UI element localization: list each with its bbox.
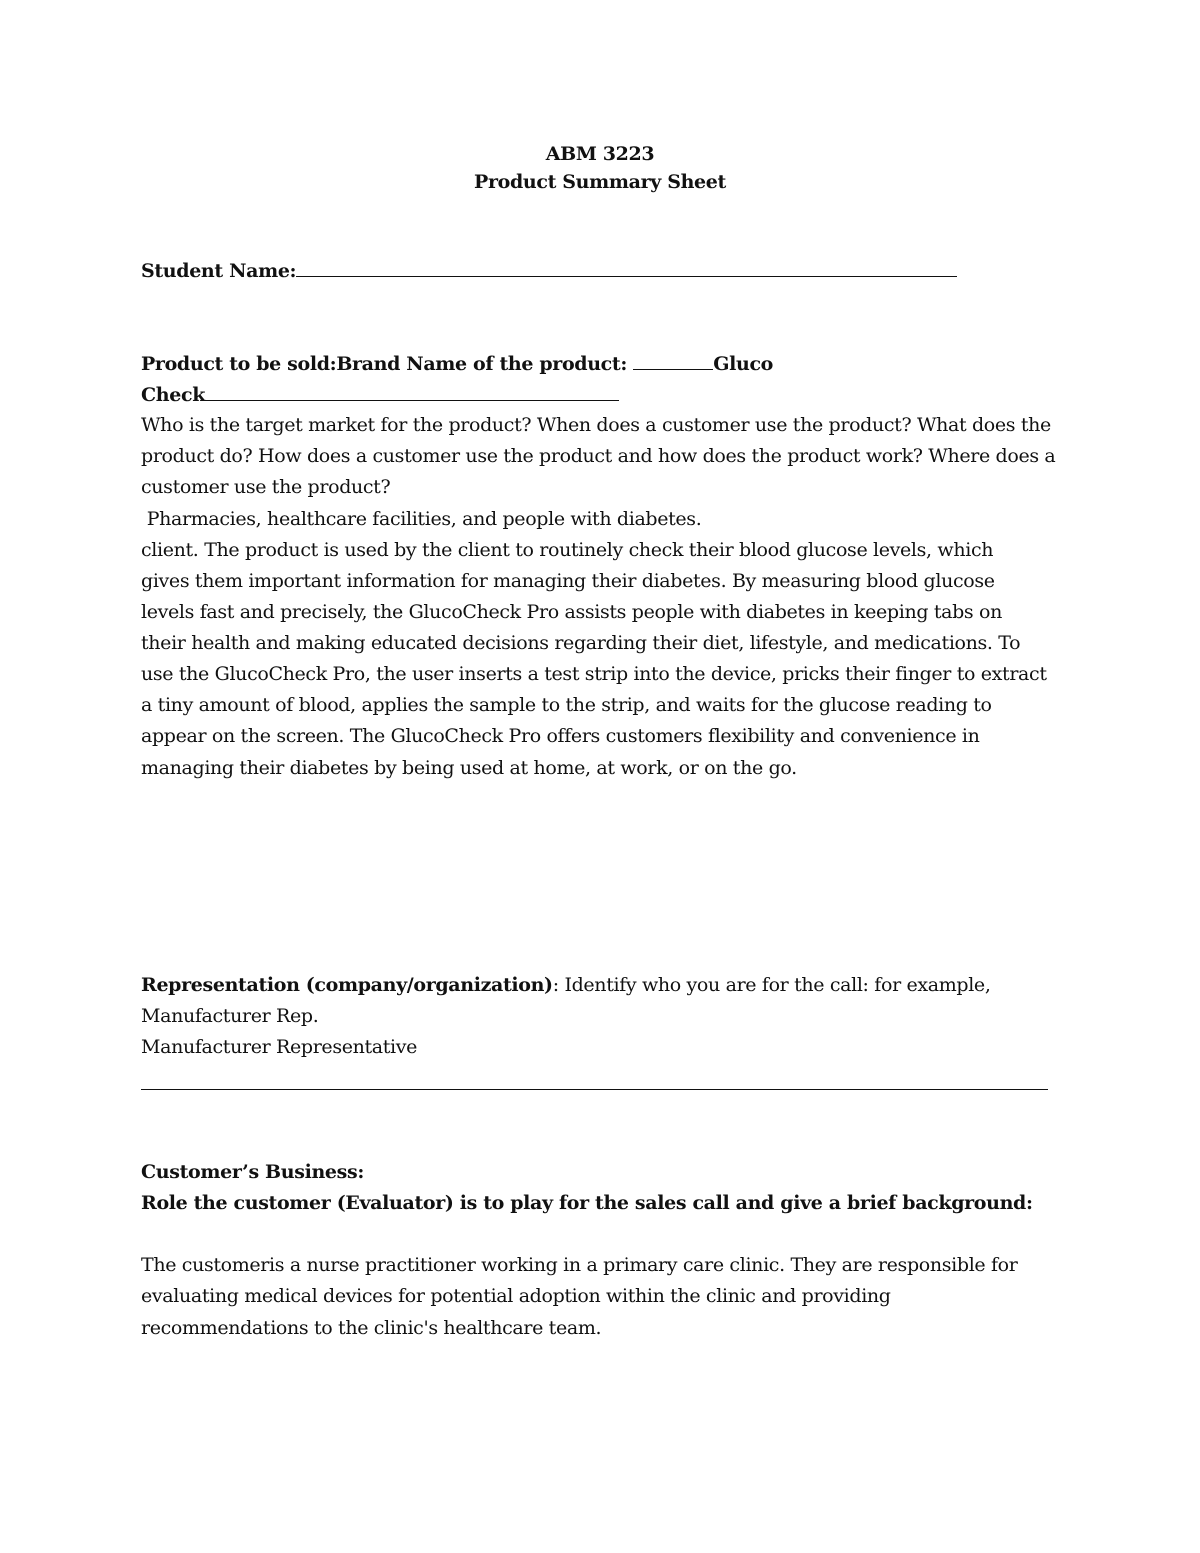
answer-line: client. The product is used by the client to routinely check their blood glucose levels, which bbox=[141, 539, 994, 561]
answer-line: gives them important information for managing their diabetes. By measuring blood glucose bbox=[141, 570, 995, 592]
product-row-continued bbox=[141, 378, 619, 411]
customer-answer-line: The customeris a nurse practitioner working in a primary care clinic. They are responsible for bbox=[141, 1254, 1018, 1276]
customer-role-prompt: Role the customer (Evaluator) is to play for the sales call and give a brief background: bbox=[141, 1192, 1033, 1214]
product-label: Product to be sold:Brand Name of the product: bbox=[141, 353, 634, 375]
student-name-label: Student Name: bbox=[141, 260, 297, 282]
representation-label: Representation (company/organization) bbox=[141, 974, 553, 996]
representation-row bbox=[141, 970, 991, 1001]
representation-rule bbox=[141, 1089, 1048, 1090]
customer-heading: Customer’s Business: bbox=[141, 1161, 365, 1183]
student-name-row bbox=[141, 254, 957, 287]
product-blank-long bbox=[205, 378, 619, 401]
answer-line: Pharmacies, healthcare facilities, and people with diabetes. bbox=[141, 508, 702, 530]
representation-answer: Manufacturer Representative bbox=[141, 1036, 418, 1058]
customer-answer-line: recommendations to the clinic's healthcare team. bbox=[141, 1317, 602, 1339]
representation-example: Manufacturer Rep. bbox=[141, 1005, 319, 1027]
product-brand-part1: Gluco bbox=[713, 353, 773, 375]
document-title: Product Summary Sheet bbox=[474, 171, 726, 193]
product-blank-short bbox=[633, 347, 713, 370]
question-line: Who is the target market for the product? When does a customer use the product? What does the bbox=[141, 414, 1051, 436]
course-code: ABM 3223 bbox=[545, 143, 655, 165]
answer-line: levels fast and precisely, the GlucoCheck Pro assists people with diabetes in keeping tabs on bbox=[141, 601, 1002, 623]
student-name-blank[interactable] bbox=[296, 254, 957, 277]
answer-line: managing their diabetes by being used at home, at work, or on the go. bbox=[141, 757, 797, 779]
customer-answer-line: evaluating medical devices for potential adoption within the clinic and providing bbox=[141, 1285, 891, 1307]
answer-line: use the GlucoCheck Pro, the user inserts a test strip into the device, pricks their finger to extract bbox=[141, 663, 1047, 685]
question-line: customer use the product? bbox=[141, 476, 391, 498]
answer-line: a tiny amount of blood, applies the sample to the strip, and waits for the glucose reading to bbox=[141, 694, 992, 716]
answer-line: appear on the screen. The GlucoCheck Pro offers customers flexibility and convenience in bbox=[141, 725, 980, 747]
representation-prompt: : Identify who you are for the call: for example, bbox=[552, 974, 991, 996]
answer-line: their health and making educated decisions regarding their diet, lifestyle, and medications. To bbox=[141, 632, 1021, 654]
product-brand-part2: Check bbox=[141, 384, 206, 406]
question-line: product do? How does a customer use the product and how does the product work? Where does a bbox=[141, 445, 1056, 467]
product-row bbox=[141, 347, 773, 380]
